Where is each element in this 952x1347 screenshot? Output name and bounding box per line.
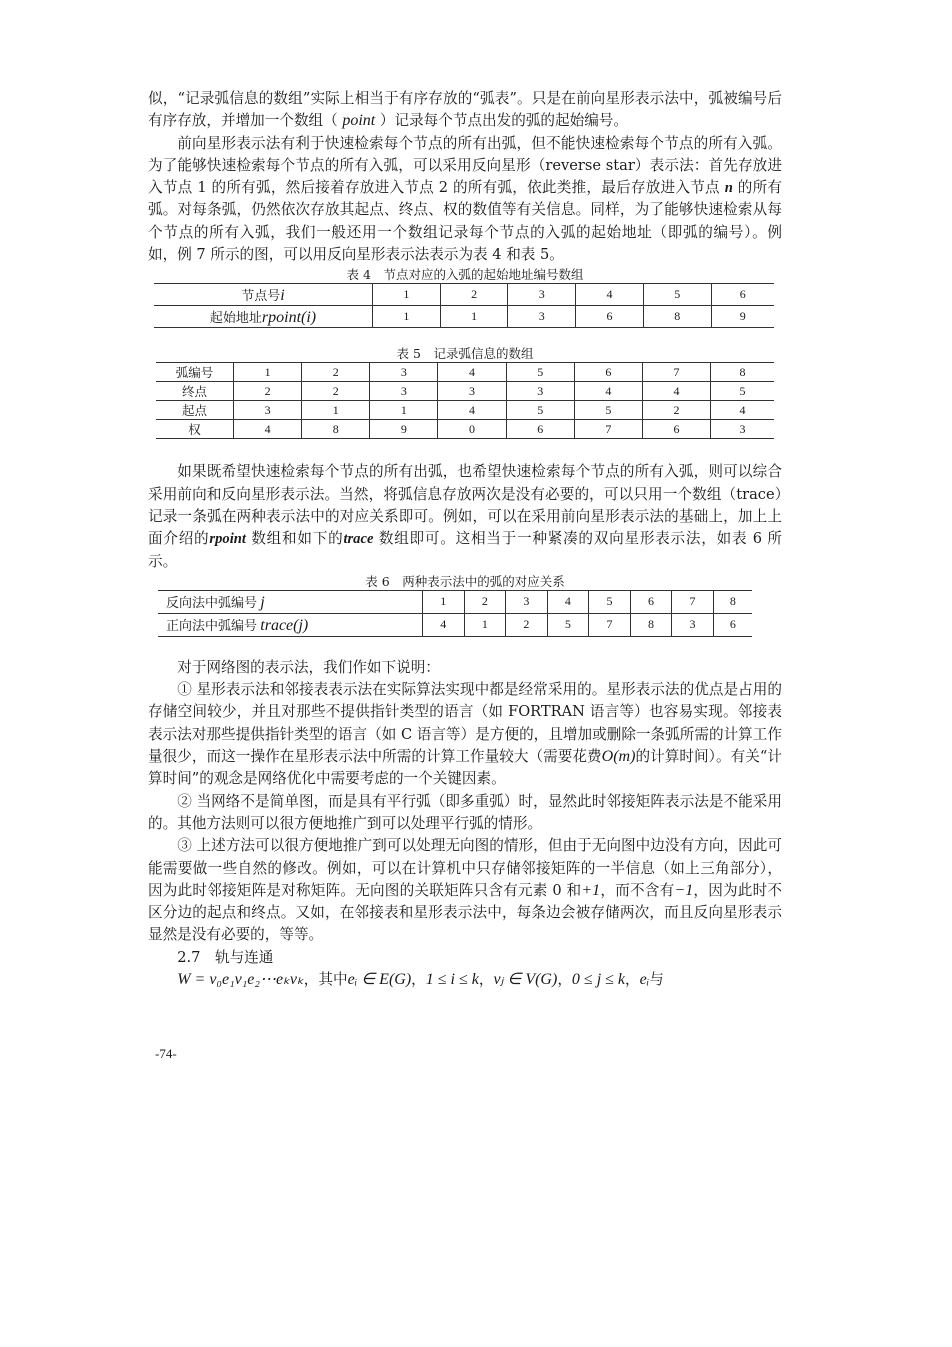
table-cell: 2 xyxy=(234,382,302,401)
table-row xyxy=(156,401,774,420)
paragraph-4: 对于网络图的表示法，我们作如下说明： xyxy=(177,658,440,676)
table-cell: 1 xyxy=(373,306,441,328)
table-cell: 2 xyxy=(440,284,508,306)
table-cell: 1 xyxy=(373,284,441,306)
table-header-cell: 终点 xyxy=(156,382,234,401)
table-cell: 8 xyxy=(630,613,672,636)
table-cell: 1 xyxy=(302,401,370,420)
table-cell: 4 xyxy=(576,284,644,306)
table-row xyxy=(156,382,774,401)
table-cell: 4 xyxy=(438,363,506,382)
paragraph-2: 前向星形表示法有利于快速检索每个节点的所有出弧，但不能快速检索每个节点的所有入弧。为了能够快速检索每个节点的所有入弧，可以采用反向星形（reverse star）表示法：首先存放进入节点 1 的所有弧，然后接着存放进入节点 2 的所有弧，依此类推，最后存放进入节点 n 的所有弧。对每条弧，仍然依次存放其起点、终点、权的数值等有关信息。同样，为了能够快速检索从每个节点的所有入弧，我们一般还用一个数组记录每个节点的入弧的起始地址（即弧的编号）。例如，例 7 所示的图，可以用反向星形表示法表示为表 4 和表 5。 xyxy=(148,134,782,264)
table-cell: 9 xyxy=(711,306,774,328)
table-cell: 8 xyxy=(643,306,711,328)
table-cell: 5 xyxy=(711,382,774,401)
table-cell: 1 xyxy=(464,613,506,636)
table-cell: 7 xyxy=(589,613,631,636)
table-cell: 6 xyxy=(506,420,574,439)
table-cell: 0 xyxy=(438,420,506,439)
table-cell: 8 xyxy=(713,590,752,613)
table-cell: 1 xyxy=(234,363,302,382)
table-cell: 7 xyxy=(574,420,642,439)
table-cell: 5 xyxy=(643,284,711,306)
table-header-cell: 反向法中弧编号 j xyxy=(158,590,423,613)
table-header-cell: 权 xyxy=(156,420,234,439)
table4-caption: 表 4 节点对应的入弧的起始地址编号数组 xyxy=(346,267,584,283)
table-cell: 9 xyxy=(370,420,438,439)
table-header-cell: 起始地址rpoint(i) xyxy=(154,306,373,328)
table-row xyxy=(156,363,774,382)
table-row xyxy=(154,284,774,306)
table-cell: 5 xyxy=(506,401,574,420)
var-rpoint: rpoint xyxy=(209,531,246,548)
paragraph-7: ③ 上述方法可以很方便地推广到可以处理无向图的情形，但由于无向图中边没有方向，因此可能需要做一些自然的修改。例如，可以在计算机中只存储邻接矩阵的一半信息（如上三角部分），因为此时邻接矩阵是对称矩阵。无向图的关联矩阵只含有元素 0 和+1，而不含有−1，因为此时不区分边的起点和终点。又如，在邻接表和星形表示法中，每条边会被存储两次，而且反向星形表示显然是没有必要的，等等。 xyxy=(148,837,782,944)
table-5 xyxy=(156,362,774,439)
table-cell: 6 xyxy=(574,363,642,382)
table6-caption: 表 6 两种表示法中的弧的对应关系 xyxy=(365,573,565,589)
table-cell: 1 xyxy=(423,590,465,613)
table-cell: 2 xyxy=(302,382,370,401)
table-cell: 4 xyxy=(574,382,642,401)
table-cell: 3 xyxy=(370,382,438,401)
table-cell: 7 xyxy=(642,363,710,382)
table-row xyxy=(156,420,774,439)
table-cell: 1 xyxy=(370,401,438,420)
table-cell: 4 xyxy=(642,382,710,401)
table-cell: 6 xyxy=(713,613,752,636)
table-cell: 6 xyxy=(642,420,710,439)
table-cell: 4 xyxy=(423,613,465,636)
table-header-cell: 起点 xyxy=(156,401,234,420)
table-cell: 6 xyxy=(630,590,672,613)
table-cell: 2 xyxy=(302,363,370,382)
var-n: n xyxy=(724,180,733,197)
table-cell: 8 xyxy=(302,420,370,439)
table-cell: 3 xyxy=(672,613,714,636)
table-cell: 2 xyxy=(464,590,506,613)
table-header-cell: 节点号i xyxy=(154,284,373,306)
paragraph-5: ① 星形表示法和邻接表表示法在实际算法实现中都是经常采用的。星形表示法的优点是占用的存储空间较少，并且对那些不提供指针类型的语言（如 FORTRAN 语言等）也容易实现。邻接表表示法对那些提供指针类型的语言（如 C 语言等）是方便的，且增加或删除一条弧所需的计算工作量很少，而这一操作在星形表示法中所需的计算工作量较大（需要花费O(m)的计算时间）。有关“计算时间”的观念是网络优化中需要考虑的一个关键因素。 xyxy=(148,681,782,788)
table-4 xyxy=(154,283,774,328)
page-number: -74- xyxy=(155,1046,177,1061)
table-cell: 6 xyxy=(576,306,644,328)
var-point: point xyxy=(342,112,376,130)
table-header-cell: 弧编号 xyxy=(156,363,234,382)
table-cell: 3 xyxy=(438,382,506,401)
table-cell: 1 xyxy=(440,306,508,328)
var-complexity: O(m) xyxy=(601,748,636,766)
table-cell: 4 xyxy=(711,401,774,420)
table-cell: 5 xyxy=(547,613,589,636)
table-cell: 3 xyxy=(508,284,576,306)
table-cell: 8 xyxy=(711,363,774,382)
table-cell: 5 xyxy=(574,401,642,420)
table-row xyxy=(158,590,752,613)
table-cell: 6 xyxy=(711,284,774,306)
table-cell: 4 xyxy=(547,590,589,613)
table-cell: 3 xyxy=(506,590,548,613)
table-row xyxy=(154,306,774,328)
table-cell: 7 xyxy=(672,590,714,613)
table-6 xyxy=(158,590,752,637)
table-cell: 3 xyxy=(234,401,302,420)
paragraph-6: ② 当网络不是简单图，而是具有平行弧（即多重弧）时，显然此时邻接矩阵表示法是不能采用的。其他方法则可以很方便地推广到可以处理平行弧的情形。 xyxy=(148,792,782,832)
page-body xyxy=(148,88,782,991)
table-cell: 3 xyxy=(370,363,438,382)
table5-caption: 表 5 记录弧信息的数组 xyxy=(396,346,534,362)
table-cell: 3 xyxy=(711,420,774,439)
paragraph-1: 似，“记录弧信息的数组”实际上相当于有序存放的“弧表”。只是在前向星形表示法中，弧被编号后有序存放，并增加一个数组（ point ）记录每个节点出发的弧的起始编号。 xyxy=(148,90,782,130)
section-heading: 2.7 轨与连通 xyxy=(177,948,274,966)
table-cell: 3 xyxy=(508,306,576,328)
table-cell: 2 xyxy=(642,401,710,420)
table-cell: 4 xyxy=(234,420,302,439)
paragraph-3: 如果既希望快速检索每个节点的所有出弧，也希望快速检索每个节点的所有入弧，则可以综合采用前向和反向星形表示法。当然，将弧信息存放两次是没有必要的，可以只用一个数组（trace）记录一条弧在两种表示法中的对应关系即可。例如，可以在采用前向星形表示法的基础上，加上上面介绍的rpoint 数组和如下的trace 数组即可。这相当于一种紧凑的双向星形表示法，如表 6 所示。 xyxy=(148,463,782,570)
table-cell: 5 xyxy=(506,363,574,382)
table-row xyxy=(158,613,752,636)
table-cell: 3 xyxy=(506,382,574,401)
table-cell: 2 xyxy=(506,613,548,636)
walk-formula: W = v₀e₁v₁e₂⋯eₖvₖ，其中eᵢ ∈ E(G)，1 ≤ i ≤ k，vⱼ ∈ V(G)，0 ≤ j ≤ k，eᵢ与 xyxy=(177,971,664,989)
table-cell: 4 xyxy=(438,401,506,420)
var-trace: trace xyxy=(343,531,374,548)
table-cell: 5 xyxy=(589,590,631,613)
table-header-cell: 正向法中弧编号 trace(j) xyxy=(158,613,423,636)
